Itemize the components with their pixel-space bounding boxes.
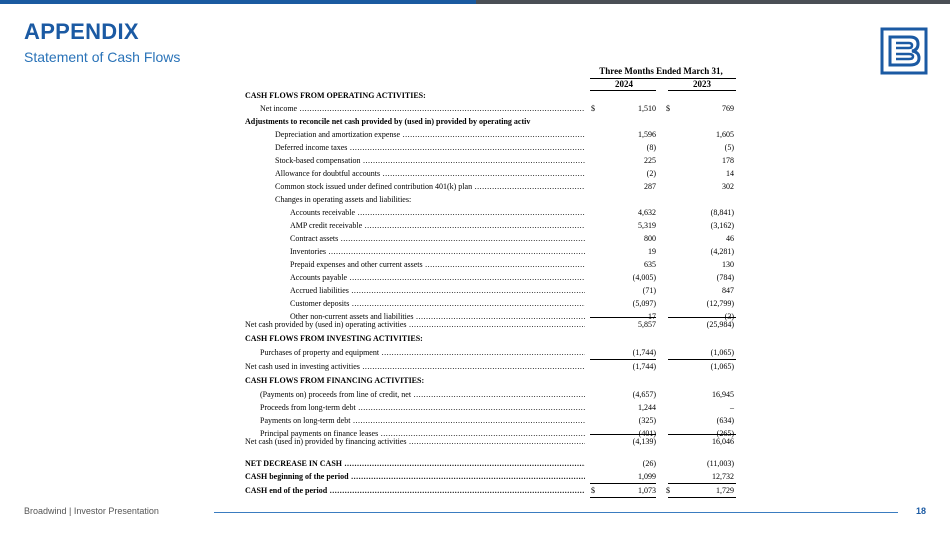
value-2023: (5) xyxy=(724,143,734,152)
row-label: Payments on long-term debt ..... xyxy=(260,414,585,427)
value-2023: (8,841) xyxy=(710,208,734,217)
table-row xyxy=(0,332,950,345)
value-2024: (5,097) xyxy=(632,299,656,308)
value-2024: 1,510 xyxy=(638,104,656,113)
value-2024: 1,099 xyxy=(638,472,656,481)
row-label: Net cash (used in) provided by financing activities ..... xyxy=(245,435,585,448)
row-label: Allowance for doubtful accounts ..... xyxy=(275,167,585,180)
table-row xyxy=(0,180,950,193)
value-2023: (4,281) xyxy=(710,247,734,256)
value-2023: 130 xyxy=(722,260,734,269)
value-2023: 302 xyxy=(722,182,734,191)
table-row xyxy=(0,374,950,387)
value-2023: (12,799) xyxy=(706,299,734,308)
row-label: Common stock issued under defined contribution 401(k) plan ..... xyxy=(275,180,585,193)
row-label: Prepaid expenses and other current assets ..... xyxy=(290,258,585,271)
value-2024: (2) xyxy=(646,169,656,178)
value-2023: (1,065) xyxy=(710,362,734,371)
row-label: Purchases of property and equipment ..... xyxy=(260,346,585,359)
row-label: Changes in operating assets and liabilities: xyxy=(275,195,412,204)
value-2024: (4,657) xyxy=(632,390,656,399)
period-header: Three Months Ended March 31, xyxy=(599,66,723,76)
table-row xyxy=(0,167,950,180)
row-label: Depreciation and amortization expense ..... xyxy=(275,128,585,141)
value-2023: (1,065) xyxy=(710,348,734,357)
table-row xyxy=(0,360,950,373)
table-row xyxy=(0,89,950,102)
table-row xyxy=(0,457,950,470)
value-2023: 1,729 xyxy=(716,486,734,495)
row-label: Stock-based compensation ..... xyxy=(275,154,585,167)
table-row xyxy=(0,141,950,154)
row-label: (Payments on) proceeds from line of credit, net ..... xyxy=(260,388,585,401)
row-label: Accounts payable ..... xyxy=(290,271,585,284)
value-2023: 16,046 xyxy=(712,437,734,446)
value-2024: 1,596 xyxy=(638,130,656,139)
table-row xyxy=(0,284,950,297)
value-2023: 847 xyxy=(722,286,734,295)
page-subtitle: Statement of Cash Flows xyxy=(24,49,181,65)
value-2023: (784) xyxy=(716,273,734,282)
value-2024: 4,632 xyxy=(638,208,656,217)
value-2023: 46 xyxy=(726,234,734,243)
value-2024: 1,073 xyxy=(638,486,656,495)
table-row xyxy=(0,271,950,284)
table-row xyxy=(0,219,950,232)
currency-symbol: $ xyxy=(591,486,595,495)
value-2024: 1,244 xyxy=(638,403,656,412)
row-label: Adjustments to reconcile net cash provided by (used in) provided by operating activ xyxy=(245,117,531,126)
value-2023: (3) xyxy=(724,312,734,321)
currency-symbol: $ xyxy=(666,486,670,495)
row-label: Inventories ..... xyxy=(290,245,585,258)
value-2024: 5,319 xyxy=(638,221,656,230)
value-2023: (11,003) xyxy=(706,459,734,468)
value-2024: 287 xyxy=(644,182,656,191)
value-2024: 635 xyxy=(644,260,656,269)
value-2024: (4,139) xyxy=(632,437,656,446)
value-2024: 19 xyxy=(648,247,656,256)
row-label: Contract assets ..... xyxy=(290,232,585,245)
value-2024: (325) xyxy=(638,416,656,425)
value-2023: (634) xyxy=(716,416,734,425)
table-row xyxy=(0,154,950,167)
row-label: CASH FLOWS FROM OPERATING ACTIVITIES: xyxy=(245,91,426,100)
row-label: CASH end of the period ..... xyxy=(245,484,585,497)
row-label: CASH beginning of the period ..... xyxy=(245,470,585,483)
table-row xyxy=(0,115,950,128)
row-label: Customer deposits ..... xyxy=(290,297,585,310)
row-label: CASH FLOWS FROM INVESTING ACTIVITIES: xyxy=(245,334,423,343)
table-row xyxy=(0,435,950,448)
row-label: Other non-current assets and liabilities ..... xyxy=(290,310,585,323)
row-label: Accrued liabilities ..... xyxy=(290,284,585,297)
table-row xyxy=(0,401,950,414)
table-row xyxy=(0,388,950,401)
total-double-rule xyxy=(668,497,736,498)
broadwind-logo-icon xyxy=(880,27,928,75)
value-2023: 14 xyxy=(726,169,734,178)
table-row xyxy=(0,297,950,310)
value-2024: (8) xyxy=(646,143,656,152)
value-2024: (4,005) xyxy=(632,273,656,282)
column-header-2023: 2023 xyxy=(693,79,711,89)
page-title: APPENDIX xyxy=(24,19,139,44)
table-row xyxy=(0,346,950,359)
table-row xyxy=(0,245,950,258)
currency-symbol: $ xyxy=(666,104,670,113)
row-label: Net cash used in investing activities ..... xyxy=(245,360,585,373)
row-label: Principal payments on finance leases ..... xyxy=(260,427,585,440)
value-2024: (1,744) xyxy=(632,362,656,371)
value-2024: 225 xyxy=(644,156,656,165)
value-2024: 800 xyxy=(644,234,656,243)
top-accent-bar-gray xyxy=(476,0,950,4)
top-accent-bar-blue xyxy=(0,0,476,4)
row-label: Net income ..... xyxy=(260,102,585,115)
table-row xyxy=(0,258,950,271)
value-2023: 16,945 xyxy=(712,390,734,399)
value-2024: (1,744) xyxy=(632,348,656,357)
footer-text: Broadwind | Investor Presentation xyxy=(24,506,159,516)
currency-symbol: $ xyxy=(591,104,595,113)
value-2023: 12,732 xyxy=(712,472,734,481)
table-row xyxy=(0,102,950,115)
table-row xyxy=(0,193,950,206)
value-2023: 178 xyxy=(722,156,734,165)
value-2023: (25,984) xyxy=(706,320,734,329)
table-row xyxy=(0,484,950,497)
footer-rule xyxy=(214,512,898,513)
table-row xyxy=(0,206,950,219)
value-2024: (71) xyxy=(642,286,656,295)
value-2023: (265) xyxy=(716,429,734,438)
row-label: Net cash provided by (used in) operating activities ..... xyxy=(245,318,585,331)
column-header-2024: 2024 xyxy=(615,79,633,89)
table-row xyxy=(0,470,950,483)
row-label: NET DECREASE IN CASH ..... xyxy=(245,457,585,470)
total-double-rule xyxy=(590,497,656,498)
table-row xyxy=(0,318,950,331)
value-2023: (3,162) xyxy=(710,221,734,230)
row-label: CASH FLOWS FROM FINANCING ACTIVITIES: xyxy=(245,376,425,385)
row-label: Accounts receivable ..... xyxy=(290,206,585,219)
value-2023: 1,605 xyxy=(716,130,734,139)
value-2023: 769 xyxy=(722,104,734,113)
value-2023: – xyxy=(730,403,734,412)
value-2024: (401) xyxy=(638,429,656,438)
row-label: Proceeds from long-term debt ..... xyxy=(260,401,585,414)
page-number: 18 xyxy=(916,506,927,516)
table-row xyxy=(0,232,950,245)
row-label: AMP credit receivable ..... xyxy=(290,219,585,232)
table-row xyxy=(0,128,950,141)
table-row xyxy=(0,414,950,427)
value-2024: 17 xyxy=(648,312,656,321)
row-label: Deferred income taxes ..... xyxy=(275,141,585,154)
value-2024: (26) xyxy=(642,459,656,468)
value-2024: 5,857 xyxy=(638,320,656,329)
